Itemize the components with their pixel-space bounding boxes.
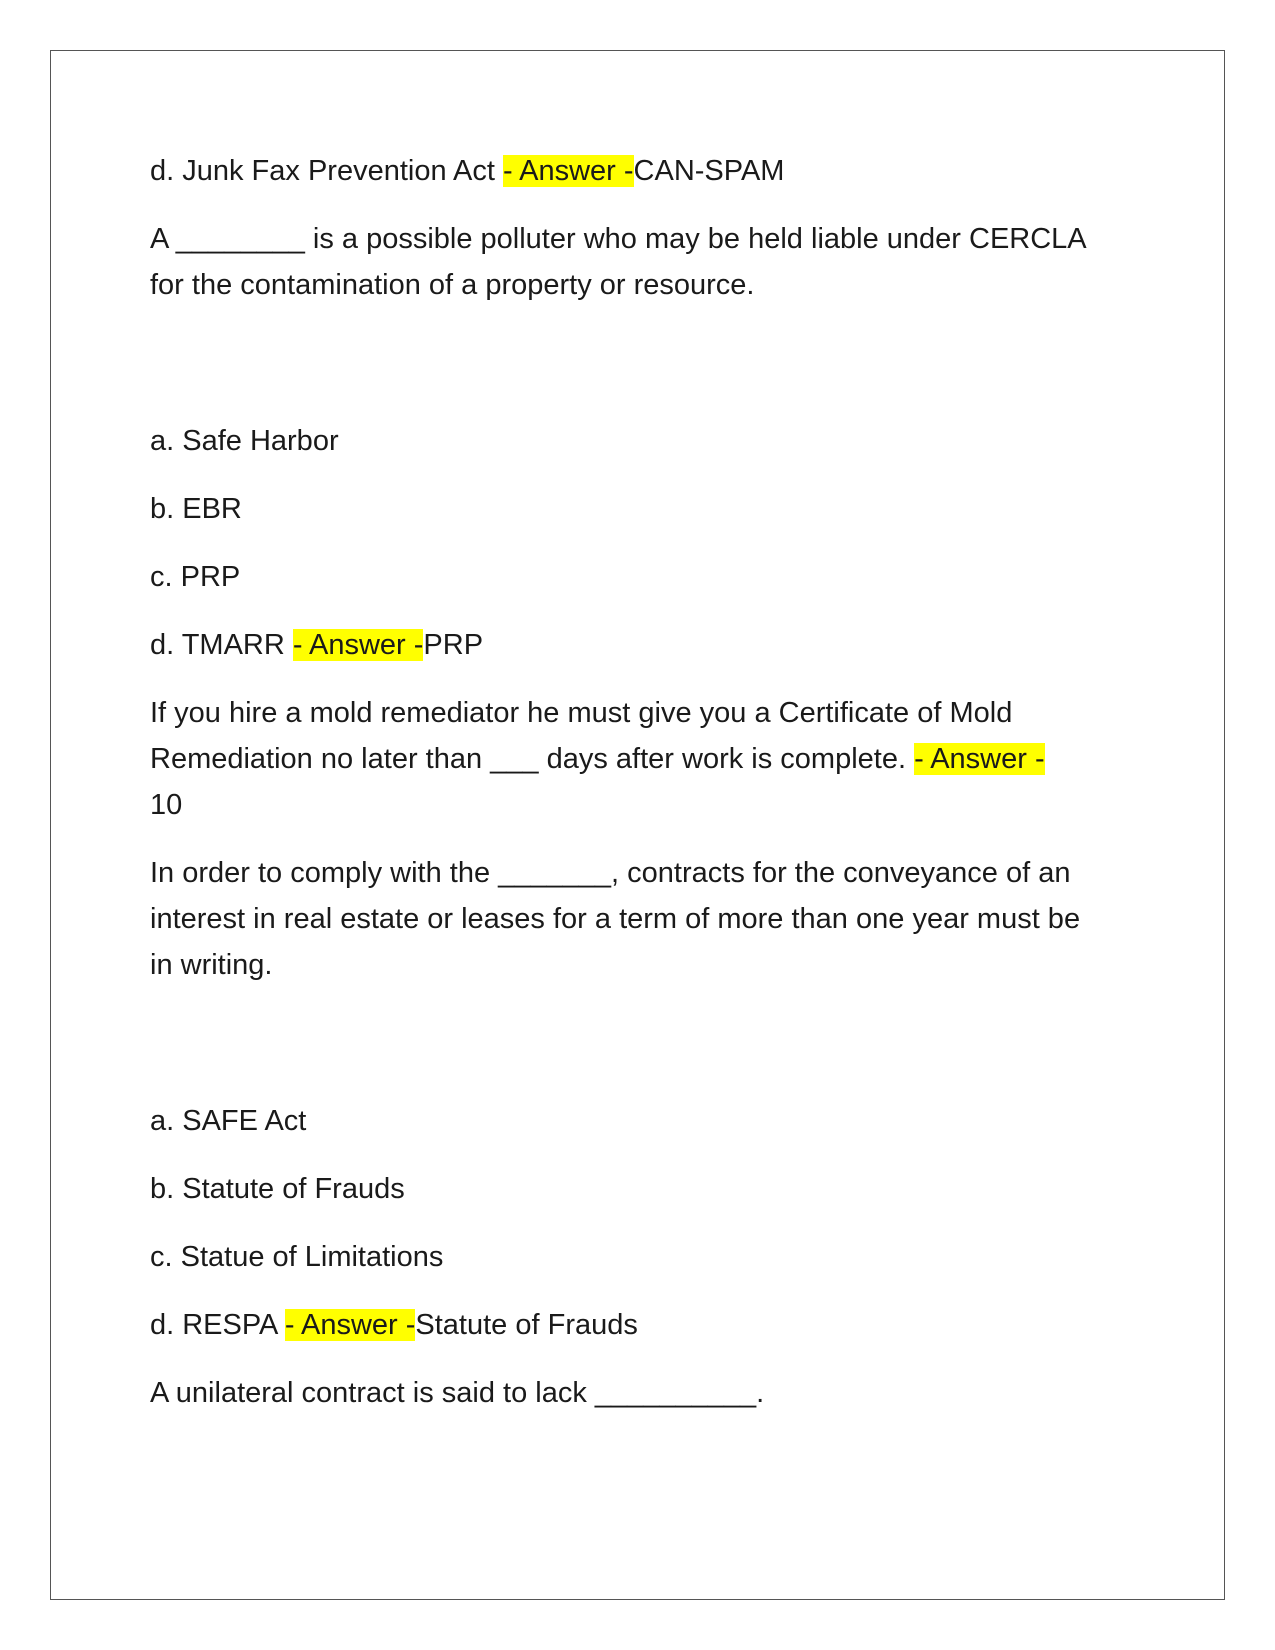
answer-highlight: - Answer -	[914, 743, 1045, 775]
question-mold-remediation	[150, 690, 1110, 828]
answer-highlight: - Answer -	[503, 155, 634, 187]
spacer	[150, 1010, 1110, 1098]
option-b: b. Statute of Frauds	[150, 1173, 405, 1205]
answer-text: PRP	[423, 629, 484, 661]
spacer	[150, 330, 1110, 418]
option-text: d. RESPA	[150, 1309, 285, 1341]
question-text: If you hire a mold remediator he must give you a Certificate of Mold Remediation no later than ___ days after work is complete.	[150, 697, 1013, 775]
document-body	[150, 148, 1110, 1438]
answer-line-respa	[150, 1302, 1110, 1348]
answer-text: Statute of Frauds	[415, 1309, 638, 1341]
answer-line-junk-fax	[150, 148, 1110, 194]
option-c: c. Statue of Limitations	[150, 1241, 444, 1273]
question-unilateral-contract: A unilateral contract is said to lack __________.	[150, 1377, 765, 1409]
answer-text: 10	[150, 789, 183, 821]
answer-text: CAN-SPAM	[633, 155, 785, 187]
option-a: a. Safe Harbor	[150, 425, 339, 457]
option-text: d. TMARR	[150, 629, 293, 661]
answer-line-tmarr	[150, 622, 1110, 668]
option-c: c. PRP	[150, 561, 241, 593]
option-b: b. EBR	[150, 493, 242, 525]
answer-highlight: - Answer -	[292, 629, 424, 661]
answer-highlight: - Answer -	[284, 1309, 416, 1341]
question-cercla: A ________ is a possible polluter who may be held liable under CERCLA for the contamination of a property or resource.	[150, 223, 1086, 301]
option-text: d. Junk Fax Prevention Act	[150, 155, 504, 187]
option-a: a. SAFE Act	[150, 1105, 307, 1137]
question-statute: In order to comply with the _______, contracts for the conveyance of an interest in real estate or leases for a term of more than one year must be in writing.	[150, 857, 1081, 981]
